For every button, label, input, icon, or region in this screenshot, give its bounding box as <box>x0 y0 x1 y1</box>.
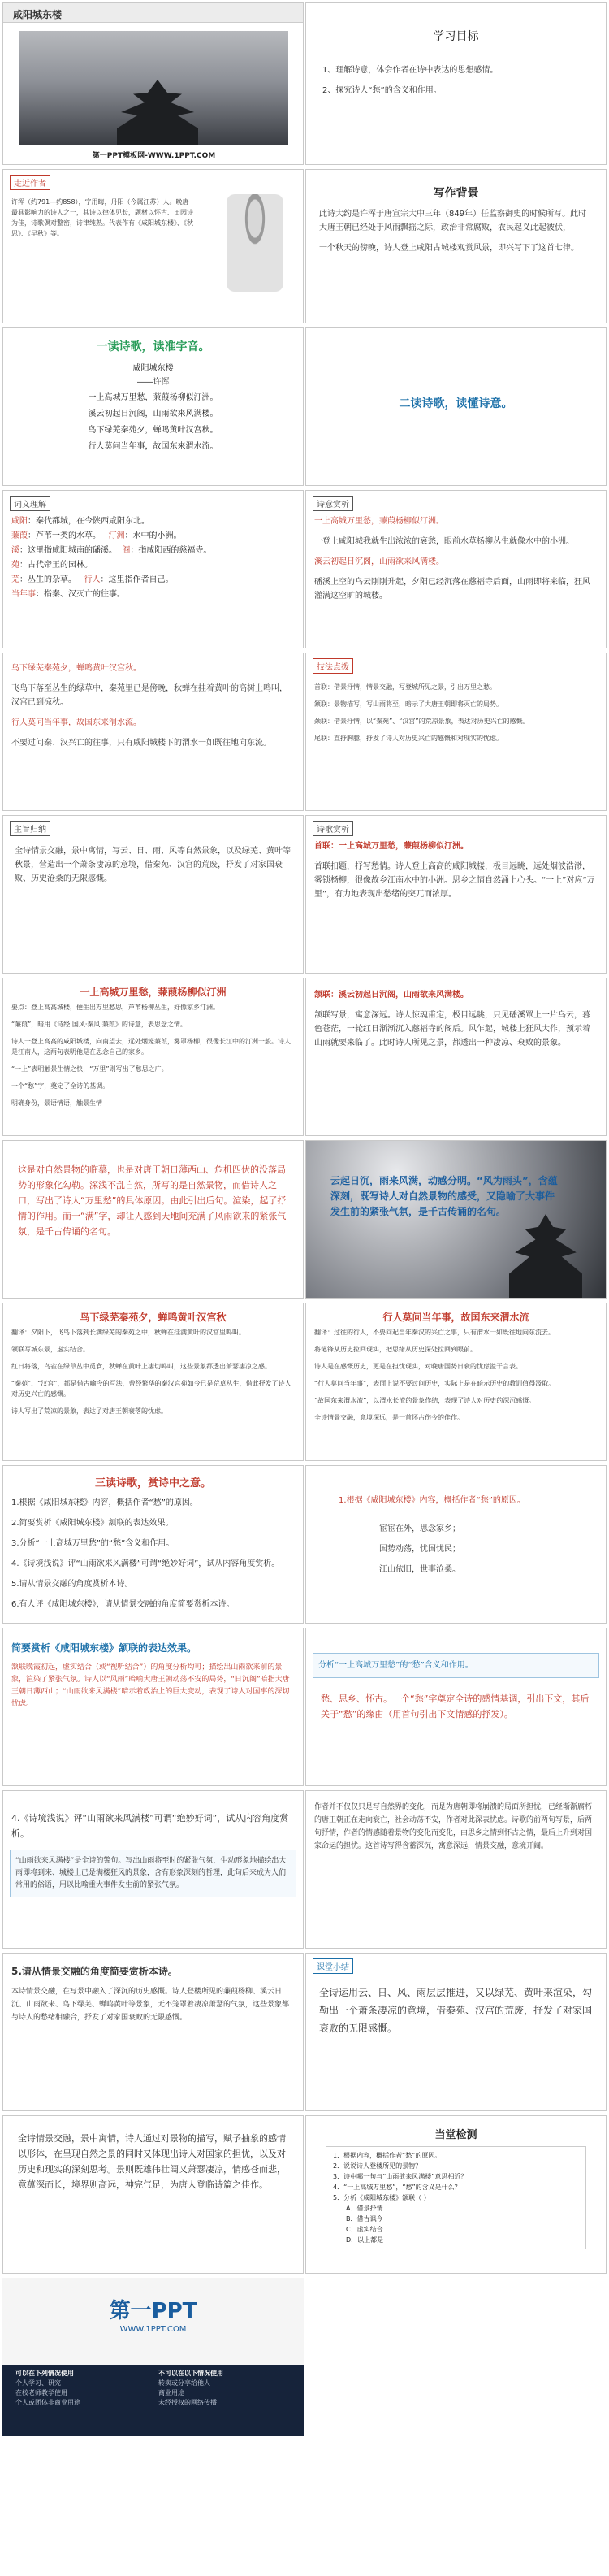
technique-line: 颔联：景物描写，写山雨将至，暗示了大唐王朝即将灭亡的局势。 <box>314 700 503 708</box>
empty-cell <box>305 2278 607 2436</box>
forbidden-uses <box>158 2369 288 2408</box>
slide-summary <box>305 1953 607 2111</box>
vocab-term: 苑 <box>11 561 19 570</box>
section-tag: 技法点拨 <box>313 658 353 674</box>
vocab-row <box>11 529 295 544</box>
quiz-option: D．以上都是 <box>346 2236 384 2244</box>
quiz-item: 3．诗中哪一句与“山雨欲来风满楼”意思相近？ <box>333 2173 468 2180</box>
question: 1.根据《咸阳城东楼》内容，概括作者“愁”的原因。 <box>11 1498 198 1507</box>
section-tag: 主旨归纳 <box>10 821 50 836</box>
vocab-term: 蒹葭 <box>11 531 28 540</box>
vocab-term: 汀洲 <box>108 531 125 540</box>
vocab-def: ：丛生的杂草。 <box>19 575 76 584</box>
bullet: “秦苑”、“汉宫”，都是借古喻今的写法，曾经繁华的秦汉宫苑如今已是荒草丛生，借此抒发了诗人对历史兴亡的感慨。 <box>11 1380 292 1398</box>
slide-answer-5 <box>305 1790 607 1949</box>
quiz-option: A．借景抒情 <box>346 2205 383 2212</box>
slide-read-one <box>2 327 304 486</box>
bullet: 诗人写出了荒凉的景象，表达了对唐王朝衰落的忧虑。 <box>11 1407 167 1415</box>
slide-meaning-1 <box>305 490 607 648</box>
bullet: 将笔锋从历史拉回现实，把思绪从历史深处拉回到眼前。 <box>314 1346 477 1353</box>
vocab-row <box>11 558 295 573</box>
allowed-item: 个人或团体非商业用途 <box>15 2399 80 2406</box>
answer-text: 作者并不仅仅只是写自然界的变化，而是为唐朝即将崩溃的局面所担忧，已经渐渐腐朽的唐王朝正在走向衰亡，社会动荡不安，作者对此深表忧虑。诗歌的前两句写景，后两句抒情，作者的情感随着景物的变化而变化，由思乡之情到怀古之情，最后上升到对国家命运的担忧。这首诗写得含蓄深沉，寓意深远，情景交融，意境开阔。 <box>314 1803 593 1850</box>
vocab-term: 溪 <box>11 546 19 555</box>
allowed-item: 个人学习、研究 <box>15 2379 61 2387</box>
read-three-heading: 三读诗歌，赏诗中之意。 <box>94 1477 211 1490</box>
slide-read-three <box>2 1465 304 1624</box>
question: 1.根据《咸阳城东楼》内容，概括作者“愁”的原因。 <box>339 1496 525 1505</box>
answer-text: 本诗情景交融，在写景中融入了深沉的历史感慨。诗人登楼所见的蒹葭杨柳、溪云日沉、山雨欲来、鸟下绿芜、蝉鸣黄叶等景象，无不笼罩着凄凉萧瑟的气氛，这些景象都与诗人的愁绪相融合，抒发了对家国衰败的无限感慨。 <box>11 1988 290 2022</box>
quiz-title: 当堂检测 <box>434 2129 477 2141</box>
meaning-text: 飞鸟下落至丛生的绿草中，秦苑里已是傍晚，秋蝉在挂着黄叶的高树上鸣叫，汉宫已到凉秋。 <box>11 684 287 707</box>
allowed-uses <box>15 2369 145 2408</box>
question: 分析“一上高城万里愁”的“愁”含义和作用。 <box>318 1661 473 1670</box>
technique-line: 首联：借景抒情，情景交融，写登城所见之景，引出万里之愁。 <box>314 683 496 691</box>
slide-couplet-1 <box>2 978 304 1136</box>
vocab-term: 行人 <box>84 575 101 584</box>
author-intro: 许浑（约791—约858），字用晦，丹阳（今属江苏）人。晚唐最具影响力的诗人之一，其诗以律体见长，题材以怀古、田园诗为佳，诗歌偶对整密，诗律纯熟。代表作有《咸阳城东楼》、《秋思》、《早秋》等。 <box>11 198 193 237</box>
bullet: “行人莫问当年事”，表面上说不要过问历史，实际上是在暗示历史的教训值得汲取。 <box>314 1380 555 1387</box>
brand-url: WWW.1PPT.COM <box>119 2325 187 2334</box>
couplet-heading: 一上高城万里愁，蒹葭杨柳似汀洲 <box>80 987 227 998</box>
poem-body <box>3 390 303 455</box>
slide-conclusion <box>2 2115 304 2274</box>
poem-line: 行人莫问当年事，故国东来渭水流。 <box>11 718 141 727</box>
quiz-item: 5．分析《咸阳城东楼》颔联（ ） <box>333 2194 430 2201</box>
section-tag: 课堂小结 <box>313 1958 353 1974</box>
slide-couplet-2 <box>305 978 607 1136</box>
question-box <box>313 1653 599 1678</box>
pagoda-silhouette <box>509 1214 582 1299</box>
quiz-item: 2．说说诗人登楼所见的景物？ <box>333 2162 422 2170</box>
slide-quiz <box>305 2115 607 2274</box>
section-tag: 词义理解 <box>10 496 50 511</box>
poem-line: 行人莫问当年事，故国东来渭水流。 <box>88 442 218 451</box>
answer-text: 愁、思乡、怀古。一个“愁”字奠定全诗的感情基调，引出下文，其后关于“愁”的缘由（用首句引出下文情感的抒发）。 <box>321 1693 590 1720</box>
quiz-item: 4．“一上高城万里愁”，“愁”的含义是什么？ <box>333 2184 461 2191</box>
summary-text: 全诗运用云、日、风、雨层层推进，又以绿芜、黄叶来渲染，勾勒出一个萧条凄凉的意境，借秦苑、汉宫的荒废，抒发了对家国衰败的无限感慨。 <box>319 1987 593 2034</box>
technique-line: 颈联：借景抒情，以“秦苑”、“汉宫”的荒凉景象，表达对历史兴亡的感慨。 <box>314 718 529 725</box>
couplet-text: 颔联写景，寓意深远。诗人惊魂甫定，极目远眺，只见磻溪罩上一片乌云，暮色苍茫，一轮红日渐渐沉入慈福寺的阁后。风乍起，城楼上狂风大作，预示着山雨就要来临了。此时诗人所见之景，都透出一种凄凉、衰败的景象。 <box>314 1011 590 1047</box>
slide-background <box>305 169 607 323</box>
question: 4.《诗境浅说》评“山雨欲来风满楼”可谓“绝妙好词”，试从内容角度赏析。 <box>11 1559 280 1568</box>
question: 2.简要赏析《咸阳城东楼》颔联的表达效果。 <box>11 1519 174 1528</box>
poem-line: 溪云初起日沉阁，山雨欲来风满楼。 <box>88 410 218 418</box>
poem-line: 鸟下绿芜秦苑夕，蝉鸣黄叶汉宫秋。 <box>11 664 141 673</box>
goal-item: 1、理解诗意，体会作者在诗中表达的思想感情。 <box>322 66 499 75</box>
slide-answer-4 <box>2 1790 304 1949</box>
slide-technique <box>305 653 607 811</box>
vocab-def: ：这里指咸阳城南的磻溪。 <box>19 546 117 555</box>
question: 简要赏析《咸阳城东楼》颔联的表达效果。 <box>11 1642 197 1654</box>
answer-line: 江山依旧，世事沧桑。 <box>379 1565 460 1574</box>
couplet-heading: 首联：一上高城万里愁，蒹葭杨柳似汀洲。 <box>314 842 469 851</box>
goals-title: 学习目标 <box>433 30 479 43</box>
quiz-item: 1．根据内容，概括作者“愁”的原因。 <box>333 2152 442 2159</box>
slide-analysis-2 <box>305 1140 607 1299</box>
slide-appreciate-1 <box>305 815 607 974</box>
question: 5.请从情景交融的角度简要赏析本诗。 <box>11 1966 178 1977</box>
poem-title: 咸阳城东楼 <box>132 364 174 373</box>
vocab-row <box>11 514 295 529</box>
question: 4.《诗境浅说》评“山雨欲来风满楼”可谓“绝妙好词”，试从内容角度赏析。 <box>11 1813 289 1839</box>
answer-text: 颔联晚霞初起，虚实结合（或“视听结合”）的角度分析均可；描绘出山雨欲来前的景象，渲染了紧张气氛。诗人以“风雨”暗喻大唐王朝动荡不安的局势，“日沉阁”暗指大唐王朝日薄西山；“山雨欲来风满楼”暗示着政治上的巨大变动，表现了诗人对国事的深切忧虑。 <box>11 1663 290 1708</box>
poem-line: 一上高城万里愁，蒹葭杨柳似汀洲。 <box>88 393 218 402</box>
slide-answer-2 <box>2 1628 304 1786</box>
bullet: “一上”表明触景生情之快，“万里”则写出了愁思之广。 <box>11 1065 168 1073</box>
template-caption: 第一PPT模板网-WWW.1PPT.COM <box>92 152 216 160</box>
read-two-heading: 二读诗歌，读懂诗意。 <box>399 397 513 410</box>
vocab-def: ：芦苇一类的水草。 <box>28 531 101 540</box>
slide-analysis-1 <box>2 1140 304 1299</box>
bullet: 一个“愁”字，奠定了全诗的基调。 <box>11 1082 110 1090</box>
bullet: 诗人一登上高高的咸阳城楼，向南望去，远处烟笼蒹葭，雾罩杨柳，很像长江中的汀洲一般。诗人是江南人，这两句表明他是在思念自己的家乡。 <box>11 1038 291 1056</box>
answer-box <box>10 1850 296 1897</box>
author-portrait <box>227 194 283 292</box>
bullet: 翻译：夕阳下，飞鸟下落到长满绿芜的秦苑之中，秋蝉在挂满黄叶的汉宫里鸣叫。 <box>11 1329 245 1336</box>
slide-theme <box>2 815 304 974</box>
analysis-text: 这是对自然景物的临摹，也是对唐王朝日薄西山、危机四伏的没落局势的形象化勾勒。深浅不乱自然，所写的是自然景物，而借诗人之口，写出了诗人“万里愁”的具体原因。由此引出后句。渲染，起了抒情的作用。而一“满”字，却让人感到天地间充满了风雨欲来的紧张气氛，是千古传诵的名句。 <box>18 1164 287 1237</box>
quiz-option: B．借古讽今 <box>346 2215 383 2223</box>
theme-text: 全诗情景交融，景中寓情，写云、日、雨、风等自然景象，以及绿芜、黄叶等秋景，营造出一个萧条凄凉的意境，借秦苑、汉宫的荒废，抒发了对家国衰败、历史沧桑的无限感慨。 <box>15 847 291 883</box>
answer-line: 国势动荡，忧国忧民； <box>379 1545 460 1554</box>
couplet-heading: 行人莫问当年事，故国东来渭水流 <box>382 1312 529 1323</box>
bullet: 要点：登上高高城楼，便生出万里愁思，芦苇杨柳丛生，好像家乡汀洲。 <box>11 1004 219 1011</box>
slide-author <box>2 169 304 323</box>
question: 3.分析“一上高城万里愁”的“愁”含义和作用。 <box>11 1539 175 1548</box>
vocab-def: ：指咸阳西的慈福寺。 <box>130 546 212 555</box>
brand-logo: 第一PPT <box>109 2299 197 2323</box>
forbidden-item: 未经授权的网络传播 <box>158 2399 217 2406</box>
vocab-def: ：水中的小洲。 <box>124 531 182 540</box>
poem-line: 一上高城万里愁，蒹葭杨柳似汀洲。 <box>314 517 444 526</box>
forbidden-title: 不可以在以下情况使用 <box>158 2370 223 2377</box>
bullet: “蒹葭”，暗用《诗经·国风·秦风·蒹葭》的诗意，表思念之情。 <box>11 1021 187 1028</box>
forbidden-item: 商业用途 <box>158 2389 184 2396</box>
tower-photo <box>19 31 288 145</box>
section-tag: 诗歌赏析 <box>313 821 353 836</box>
vocab-def: ：这里指作者自己。 <box>100 575 174 584</box>
slide-branding <box>2 2278 304 2436</box>
slide-title <box>2 2 304 165</box>
meaning-text: 磻溪上空的乌云刚刚升起，夕阳已经沉落在慈福寺后面，山雨即将来临，狂风灌满这空旷的城楼。 <box>314 578 590 601</box>
bullet: 红日将落，鸟雀在绿草丛中觅食，秋蝉在黄叶上凄切鸣叫，这些景象都透出萧瑟凄凉之感。 <box>11 1363 271 1370</box>
allowed-item: 在校老师教学使用 <box>15 2389 67 2396</box>
bullet: 全诗情景交融，意境深远，是一首怀古伤今的佳作。 <box>314 1414 464 1421</box>
pagoda-silhouette <box>117 80 198 145</box>
meaning-text: 一登上咸阳城我就生出浓浓的哀愁，眼前水草杨柳丛生就像水中的小洲。 <box>314 537 574 546</box>
answer-line: 宦宦在外，思念家乡； <box>379 1524 460 1533</box>
slide-couplet-3 <box>2 1303 304 1461</box>
bullet: 翻译：过往的行人，不要问起当年秦汉的兴亡之事，只有渭水一如既往地向东流去。 <box>314 1329 555 1336</box>
slide-answer-3 <box>305 1628 607 1786</box>
vocab-term: 阁 <box>122 546 131 555</box>
conclusion-text: 全诗情景交融，景中寓情，诗人通过对景物的描写，赋予抽象的感情以形体，在呈现自然之景的同时又体现出诗人对国家的担忧，以及对历史和现实的深刻思考。景则既雄伟壮阔又萧瑟凄凉，情感苍而悲，意蕴深而长，境界则高远，神完气足，为唐人登临诗篇之佳作。 <box>18 2133 286 2190</box>
section-tag: 诗意赏析 <box>313 496 353 511</box>
section-tag: 走近作者 <box>10 175 50 190</box>
slide-vocab <box>2 490 304 648</box>
vocab-row <box>11 588 295 602</box>
slide-couplet-4 <box>305 1303 607 1461</box>
vocab-def: ：古代帝王的园林。 <box>19 561 93 570</box>
quiz-option: C．虚实结合 <box>346 2226 383 2233</box>
background-p2: 一个秋天的傍晚，诗人登上咸阳古城楼观赏风景，即兴写下了这首七律。 <box>319 244 579 253</box>
slide-read-two <box>305 327 607 486</box>
vocab-row <box>11 573 295 588</box>
poem-line: 溪云初起日沉阁，山雨欲来风满楼。 <box>314 557 444 566</box>
forbidden-item: 转卖或分享给他人 <box>158 2379 210 2387</box>
couplet-heading: 鸟下绿芜秦苑夕，蝉鸣黄叶汉宫秋 <box>80 1312 227 1323</box>
slide-meaning-2 <box>2 653 304 811</box>
question: 5.请从情景交融的角度赏析本诗。 <box>11 1580 133 1589</box>
bullet: 领联写城东景，虚实结合。 <box>11 1346 89 1353</box>
quiz-list <box>326 2146 586 2249</box>
analysis-overlay: 云起日沉，雨来风满，动感分明。“风为雨头”，含蕴深刻，既写诗人对自然景物的感受，又隐喻了大事件发生前的紧张气氛，是千古传诵的名句。 <box>330 1175 558 1217</box>
bullet: 明确身份，景语情语，触景生情 <box>11 1099 102 1107</box>
poem-line: 鸟下绿芜秦苑夕，蝉鸣黄叶汉宫秋。 <box>88 426 218 435</box>
appreciate-text: 首联扣题，抒写愁情。诗人登上高高的咸阳城楼，极目远眺，远处烟波浩渺，雾锁杨柳，很像故乡江南水中的小洲。思乡之情自然涌上心头。“一上”对应“万里”，有力地表现出愁绪的突兀而浓厚。 <box>314 862 595 899</box>
answer-text: “山雨欲来风满楼”是全诗的警句。写出山雨将至时的紧张气氛，生动形象地描绘出大雨即将到来、城楼上已是满楼狂风的景象，含有形象深刻的哲理，此句后来成为人们常用的俗语，用以比喻重大事件发生前的紧张气氛。 <box>15 1857 287 1889</box>
couplet-heading: 颔联：溪云初起日沉阁，山雨欲来风满楼。 <box>314 991 469 1000</box>
question: 6.有人评《咸阳城东楼》，请从情景交融的角度简要赏析本诗。 <box>11 1600 235 1609</box>
background-p1: 此诗大约是许浑于唐宣宗大中三年（849年）任监察御史的时候所写。此时大唐王朝已经处于风雨飘摇之际，政治非常腐败，农民起义此起彼伏， <box>319 210 587 232</box>
slide-answer-1 <box>305 1465 607 1624</box>
meaning-text: 不要过问秦、汉兴亡的往事，只有咸阳城楼下的渭水一如既往地向东流。 <box>11 739 271 748</box>
goal-item: 2、探究诗人“愁”的含义和作用。 <box>322 86 442 95</box>
technique-line: 尾联：直抒胸臆，抒发了诗人对历史兴亡的感慨和对现实的忧虑。 <box>314 735 503 742</box>
bullet: 诗人是在感慨历史，更是在担忧现实，对晚唐国势日衰的忧虑溢于言表。 <box>314 1363 522 1370</box>
bullet: “故国东来渭水流”，以渭水长流的景象作结，表现了诗人对历史的深沉感慨。 <box>314 1397 536 1404</box>
slide-answer-6 <box>2 1953 304 2111</box>
vocab-def: ：秦代都城，在今陕西咸阳东北。 <box>28 517 149 526</box>
slide-goals <box>305 2 607 165</box>
allowed-title: 可以在下列情况使用 <box>15 2370 74 2377</box>
vocab-term: 芜 <box>11 575 19 584</box>
vocab-list <box>3 511 303 605</box>
vocab-row <box>11 544 295 558</box>
poem-author: ——许浑 <box>136 378 170 387</box>
slide-title-heading: 咸阳城东楼 <box>3 3 303 23</box>
background-title: 写作背景 <box>433 187 479 200</box>
read-one-heading: 一读诗歌，读准字音。 <box>96 340 210 353</box>
vocab-term: 咸阳 <box>11 517 28 526</box>
vocab-term: 当年事 <box>11 590 36 599</box>
vocab-def: ：指秦、汉灭亡的往事。 <box>36 590 125 599</box>
sky-photo <box>306 1141 607 1299</box>
